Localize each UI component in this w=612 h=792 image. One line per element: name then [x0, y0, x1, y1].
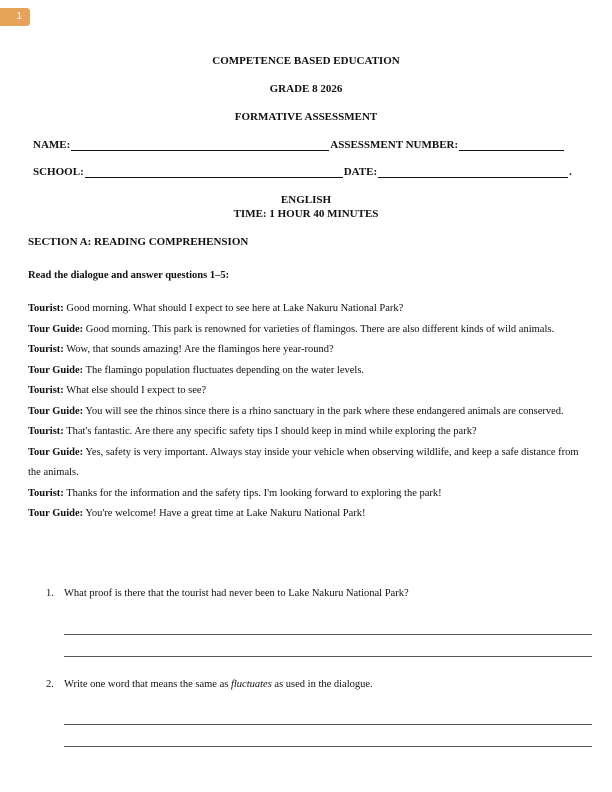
date-end: .: [569, 166, 572, 178]
name-field[interactable]: [71, 141, 329, 151]
school-label: SCHOOL:: [33, 166, 84, 178]
assessment-number-label: ASSESSMENT NUMBER:: [330, 139, 459, 151]
dialogue-line: Tourist: That's fantastic. Are there any specific safety tips I should keep in mind while exploring the park?: [28, 426, 477, 437]
answer-line-q2-b[interactable]: [64, 746, 592, 747]
name-row: [33, 139, 589, 151]
dialogue-line: Tour Guide: Good morning. This park is renowned for varieties of flamingos. There are also different kinds of wild animals.: [28, 323, 555, 335]
subject-time: TIME: 1 HOUR 40 MINUTES: [233, 208, 379, 220]
dialogue-line: Tourist: Good morning. What should I expect to see here at Lake Nakuru National Park?: [28, 303, 404, 314]
question-number: 1.: [46, 588, 54, 599]
question-1: [46, 588, 409, 599]
date-label: DATE:: [343, 166, 378, 178]
section-title: SECTION A: READING COMPREHENSION: [28, 236, 249, 248]
header-line-1: COMPETENCE BASED EDUCATION: [212, 55, 400, 67]
question-number: 2.: [46, 679, 54, 690]
dialogue-line: Tourist: Thanks for the information and the safety tips. I'm looking forward to exploring the park!: [28, 487, 442, 499]
page-number-badge: 1: [0, 8, 30, 26]
dialogue-line: Tourist: What else should I expect to see?: [28, 385, 207, 396]
question-2: [46, 679, 373, 690]
question-emphasis: fluctuates: [230, 679, 272, 690]
answer-line-q1-a[interactable]: [64, 634, 592, 635]
header-line-3: FORMATIVE ASSESSMENT: [234, 111, 378, 123]
question-text: What proof is there that the tourist had never been to Lake Nakuru National Park?: [64, 588, 409, 599]
date-field[interactable]: [378, 168, 568, 178]
dialogue-line: Tourist: Wow, that sounds amazing! Are the flamingos here year-round?: [28, 344, 334, 355]
school-field[interactable]: [85, 168, 343, 178]
school-row: [33, 166, 589, 178]
subject-name: ENGLISH: [280, 194, 332, 206]
answer-line-q1-b[interactable]: [64, 656, 592, 657]
dialogue-line: Tour Guide: The flamingo population fluctuates depending on the water levels.: [28, 364, 365, 376]
dialogue-line: Tour Guide: You're welcome! Have a great time at Lake Nakuru National Park!: [28, 508, 366, 519]
instruction: Read the dialogue and answer questions 1–5:: [28, 270, 230, 281]
dialogue-line: Tour Guide: Yes, safety is very important. Always stay inside your vehicle when observing wildlife, and keep a safe distance from the animals.: [28, 446, 579, 478]
question-text: Write one word that means the same as: [64, 679, 231, 690]
dialogue: [28, 299, 590, 525]
header-line-2: GRADE 8 2026: [269, 83, 343, 95]
question-text: as used in the dialogue.: [271, 679, 373, 690]
name-label: NAME:: [33, 139, 71, 151]
dialogue-line: Tour Guide: You will see the rhinos since there is a rhino sanctuary in the park where these endangered animals are conserved.: [28, 405, 564, 417]
answer-line-q2-a[interactable]: [64, 724, 592, 725]
assessment-number-field[interactable]: [459, 141, 564, 151]
